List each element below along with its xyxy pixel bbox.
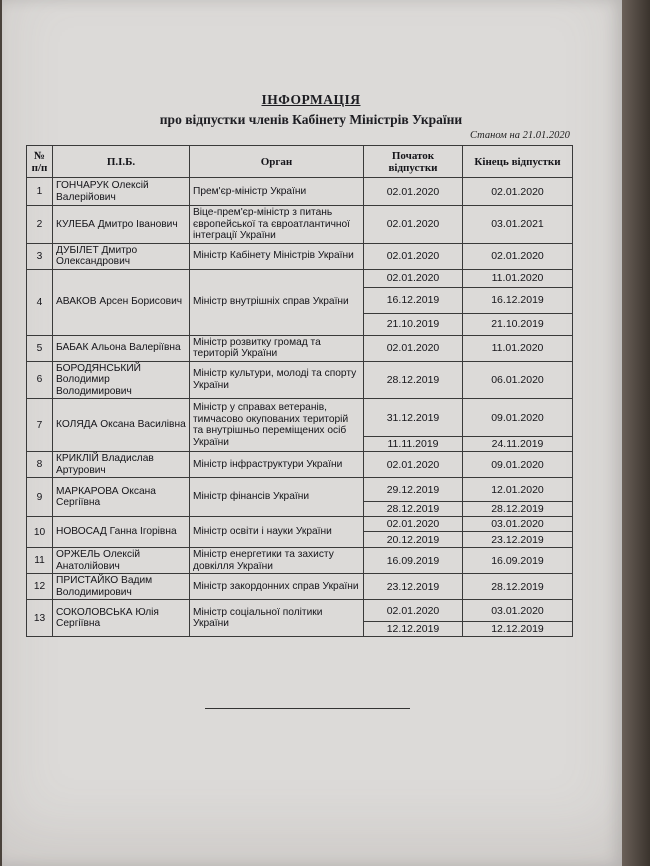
document-title: ІНФОРМАЦІЯ — [261, 92, 361, 107]
vacation-table — [26, 145, 573, 637]
vacation-start: 02.01.2020 — [364, 269, 463, 287]
row-number: 3 — [27, 243, 53, 269]
table-row — [27, 517, 573, 532]
table-row — [27, 269, 573, 287]
vacation-start: 02.01.2020 — [364, 335, 463, 361]
vacation-start: 02.01.2020 — [364, 517, 463, 532]
row-number: 4 — [27, 269, 53, 335]
vacation-end: 03.01.2020 — [463, 517, 573, 532]
member-name: КУЛЕБА Дмитро Іванович — [53, 206, 190, 244]
vacation-start: 02.01.2020 — [364, 178, 463, 206]
member-organ: Віце-прем'єр-міністр з питань європейської та євроатлантичної інтеграції України — [190, 206, 364, 244]
table-row — [27, 600, 573, 622]
table-row — [27, 574, 573, 600]
member-name: КОЛЯДА Оксана Василівна — [53, 399, 190, 452]
vacation-end: 11.01.2020 — [463, 269, 573, 287]
vacation-end: 12.12.2019 — [463, 622, 573, 637]
vacation-start: 23.12.2019 — [364, 574, 463, 600]
row-number: 8 — [27, 452, 53, 478]
member-name: АВАКОВ Арсен Борисович — [53, 269, 190, 335]
member-organ: Міністр розвитку громад та територій України — [190, 335, 364, 361]
vacation-end: 28.12.2019 — [463, 502, 573, 517]
member-name: НОВОСАД Ганна Ігорівна — [53, 517, 190, 548]
member-name: СОКОЛОВСЬКА Юлія Сергіївна — [53, 600, 190, 637]
vacation-start: 16.12.2019 — [364, 287, 463, 313]
row-number: 10 — [27, 517, 53, 548]
vacation-start: 29.12.2019 — [364, 478, 463, 502]
vacation-start: 12.12.2019 — [364, 622, 463, 637]
vacation-end: 16.12.2019 — [463, 287, 573, 313]
vacation-end: 21.10.2019 — [463, 313, 573, 335]
member-organ: Міністр внутрішніх справ України — [190, 269, 364, 335]
member-organ: Міністр культури, молоді та спорту України — [190, 361, 364, 399]
vacation-end: 03.01.2020 — [463, 600, 573, 622]
member-organ: Міністр закордонних справ України — [190, 574, 364, 600]
row-number: 7 — [27, 399, 53, 452]
vacation-start: 20.12.2019 — [364, 532, 463, 548]
row-number: 12 — [27, 574, 53, 600]
vacation-start: 31.12.2019 — [364, 399, 463, 437]
member-organ: Міністр фінансів України — [190, 478, 364, 517]
member-name: ПРИСТАЙКО Вадим Володимирович — [53, 574, 190, 600]
vacation-end: 12.01.2020 — [463, 478, 573, 502]
table-row — [27, 548, 573, 574]
row-number: 9 — [27, 478, 53, 517]
member-organ: Міністр енергетики та захисту довкілля України — [190, 548, 364, 574]
vacation-start: 02.01.2020 — [364, 206, 463, 244]
vacation-start: 28.12.2019 — [364, 361, 463, 399]
page-edge-shadow — [622, 0, 650, 866]
row-number: 2 — [27, 206, 53, 244]
vacation-end: 16.09.2019 — [463, 548, 573, 574]
vacation-end: 11.01.2020 — [463, 335, 573, 361]
vacation-end: 03.01.2021 — [463, 206, 573, 244]
member-name: КРИКЛІЙ Владислав Артурович — [53, 452, 190, 478]
table-row — [27, 178, 573, 206]
member-name: МАРКАРОВА Оксана Сергіївна — [53, 478, 190, 517]
member-organ: Міністр Кабінету Міністрів України — [190, 243, 364, 269]
signature-line — [205, 708, 410, 709]
vacation-start: 11.11.2019 — [364, 437, 463, 452]
table-row — [27, 452, 573, 478]
row-number: 13 — [27, 600, 53, 637]
row-number: 11 — [27, 548, 53, 574]
row-number: 5 — [27, 335, 53, 361]
table-row — [27, 243, 573, 269]
vacation-end: 24.11.2019 — [463, 437, 573, 452]
member-organ: Міністр інфраструктури України — [190, 452, 364, 478]
vacation-start: 21.10.2019 — [364, 313, 463, 335]
vacation-end: 06.01.2020 — [463, 361, 573, 399]
document-subtitle: про відпустки членів Кабінету Міністрів України — [159, 112, 463, 127]
member-name: БАБАК Альона Валеріївна — [53, 335, 190, 361]
table-header-row — [27, 146, 573, 178]
vacation-end: 23.12.2019 — [463, 532, 573, 548]
member-name: ОРЖЕЛЬ Олексій Анатолійович — [53, 548, 190, 574]
table-row — [27, 335, 573, 361]
table-row — [27, 206, 573, 244]
vacation-end: 02.01.2020 — [463, 178, 573, 206]
vacation-end: 28.12.2019 — [463, 574, 573, 600]
table-row — [27, 478, 573, 502]
member-organ: Міністр освіти і науки України — [190, 517, 364, 548]
document-header — [0, 90, 622, 130]
member-name: БОРОДЯНСЬКИЙ Володимир Володимирович — [53, 361, 190, 399]
header-number: № п/п — [27, 146, 53, 178]
vacation-start: 02.01.2020 — [364, 600, 463, 622]
member-organ: Прем'єр-міністр України — [190, 178, 364, 206]
header-end: Кінець відпустки — [463, 146, 573, 178]
vacation-start: 16.09.2019 — [364, 548, 463, 574]
row-number: 1 — [27, 178, 53, 206]
table-row — [27, 399, 573, 437]
header-start: Початок відпустки — [364, 146, 463, 178]
vacation-end: 09.01.2020 — [463, 452, 573, 478]
as-of-date: Станом на 21.01.2020 — [470, 130, 570, 141]
header-organ: Орган — [190, 146, 364, 178]
row-number: 6 — [27, 361, 53, 399]
member-organ: Міністр соціальної політики України — [190, 600, 364, 637]
vacation-end: 09.01.2020 — [463, 399, 573, 437]
vacation-start: 28.12.2019 — [364, 502, 463, 517]
table-body — [27, 178, 573, 637]
header-name: П.І.Б. — [53, 146, 190, 178]
member-name: ГОНЧАРУК Олексій Валерійович — [53, 178, 190, 206]
member-organ: Міністр у справах ветеранів, тимчасово окупованих територій та внутрішньо переміщених осіб України — [190, 399, 364, 452]
member-name: ДУБІЛЕТ Дмитро Олександрович — [53, 243, 190, 269]
table-row — [27, 361, 573, 399]
vacation-start: 02.01.2020 — [364, 452, 463, 478]
vacation-end: 02.01.2020 — [463, 243, 573, 269]
vacation-start: 02.01.2020 — [364, 243, 463, 269]
